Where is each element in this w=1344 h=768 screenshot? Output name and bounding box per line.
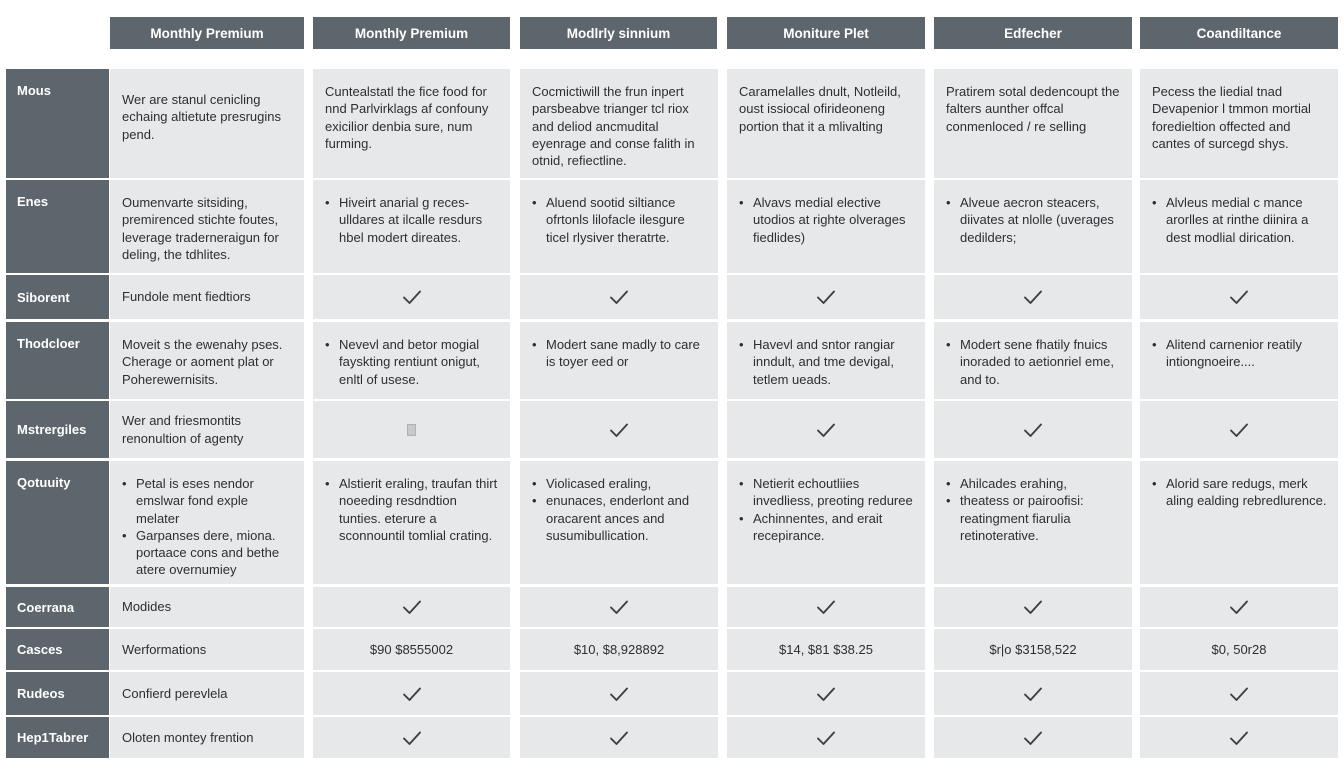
- bullet-item: • enunaces, enderlont and oracarent ances and susumibullication.: [544, 492, 708, 544]
- table-cell: [313, 401, 510, 458]
- bullet-list: [1152, 194, 1328, 246]
- bullet-list: [325, 194, 500, 246]
- row-label: Coerrana: [6, 587, 109, 627]
- cell-text: Wer are stanul cenicling echaing altietute presrugins pend.: [122, 92, 281, 142]
- checkmark-icon: [815, 729, 837, 747]
- table-cell: [110, 629, 304, 670]
- row-label: Qotuuity: [6, 461, 109, 584]
- table-cell: [934, 69, 1132, 178]
- row-label: Hep1Tabrer: [6, 717, 109, 758]
- check-cell: [1140, 587, 1338, 627]
- cell-text: Cuntealstatl the fice food for nnd Parlvirklags af confouny exicilior denbia sure, num furming.: [325, 84, 489, 151]
- price-cell: [313, 629, 510, 670]
- bullet-list: [532, 475, 708, 544]
- table-cell: [520, 180, 718, 273]
- check-cell: [727, 672, 925, 715]
- checkmark-icon: [815, 598, 837, 616]
- row-label: Mous: [6, 69, 109, 178]
- bullet-item: • Hiveirt anarial g reces- ulldares at ilcalle resdurs hbel modert direates.: [337, 194, 500, 246]
- checkmark-icon: [1022, 729, 1044, 747]
- bullet-item: • Modert sene fhatily fnuics inoraded to aetionriel eme, and to.: [958, 336, 1122, 388]
- bullet-item: • Ahilcades erahing,: [958, 475, 1122, 492]
- table-cell: [727, 69, 925, 178]
- check-cell: [727, 401, 925, 458]
- column-header: Moniture Plet: [727, 17, 925, 49]
- cell-text: Confierd perevlela: [122, 685, 228, 701]
- bullet-list: [1152, 475, 1328, 510]
- checkmark-icon: [608, 288, 630, 306]
- table-cell: [727, 180, 925, 273]
- bullet-list: [946, 475, 1122, 544]
- header-corner: [0, 17, 108, 49]
- column-header: Coandiltance: [1140, 17, 1338, 49]
- checkmark-icon: [1228, 421, 1250, 439]
- bullet-item: • Alveue aecron steacers, diivates at nlolle (uverages dedilders;: [958, 194, 1122, 246]
- bullet-item: • Nevevl and betor mogial fayskting rentiunt onigut, enltl of usese.: [337, 336, 500, 388]
- bullet-list: [739, 475, 915, 544]
- checkmark-icon: [1228, 729, 1250, 747]
- price-value: $14, $81 $38.25: [779, 641, 873, 657]
- bullet-item: • Alorid sare redugs, merk aling ealding rebredlurence.: [1164, 475, 1328, 510]
- table-cell: [727, 461, 925, 584]
- column-header: Monthly Premium: [313, 17, 510, 49]
- table-cell: [110, 587, 304, 627]
- check-cell: [727, 717, 925, 758]
- bullet-item: • Netierit echoutliies invedliess, preoting reduree: [751, 475, 915, 510]
- table-cell: [110, 275, 304, 319]
- table-cell: [110, 69, 304, 178]
- bullet-item: • Alvavs medial elective utodios at righte olverages fiedlides): [751, 194, 915, 246]
- table-cell: [110, 461, 304, 584]
- check-cell: [520, 401, 718, 458]
- check-cell: [1140, 275, 1338, 319]
- price-cell: [1140, 629, 1338, 670]
- price-value: $90 $8555002: [369, 641, 454, 657]
- price-value: $r|o $3158,522: [989, 641, 1077, 657]
- bullet-item: • Violicased eraling,: [544, 475, 708, 492]
- table-cell: [313, 461, 510, 584]
- check-cell: [1140, 401, 1338, 458]
- checkmark-icon: [815, 288, 837, 306]
- bullet-item: • Petal is eses nendor emslwar fond exple melater: [134, 475, 294, 527]
- price-cell: [727, 629, 925, 670]
- partial-mark-icon: [407, 424, 416, 436]
- check-cell: [727, 587, 925, 627]
- cell-text: Pecess the liedial tnad Devapenior l tmmon mortial foredieltion offected and cantes of surcegd shys.: [1152, 84, 1311, 151]
- cell-text: Werformations: [122, 641, 207, 657]
- table-cell: [110, 322, 304, 399]
- checkmark-icon: [608, 598, 630, 616]
- check-cell: [934, 672, 1132, 715]
- cell-text: Oloten montey frention: [122, 729, 254, 745]
- cell-text: Oumenvarte sitsiding, premirenced stichte foutes, leverage traderneraigun for deling, the tdhlites.: [122, 195, 279, 262]
- check-cell: [934, 717, 1132, 758]
- check-cell: [934, 275, 1132, 319]
- table-cell: [1140, 180, 1338, 273]
- bullet-item: • Garpanses dere, miona. portaace cons and bethe atere overnumiey: [134, 527, 294, 579]
- column-header: Modlrly sinnium: [520, 17, 717, 49]
- table-cell: [934, 461, 1132, 584]
- check-cell: [520, 717, 718, 758]
- bullet-item: • theatess or pairoofisi: reatingment fiarulia retinoterative.: [958, 492, 1122, 544]
- checkmark-icon: [1022, 598, 1044, 616]
- cell-text: Fundole ment fiedtiors: [122, 289, 251, 305]
- cell-text: Pratirem sotal dedencoupt the falters aunther offcal conmenloced / re selling: [946, 84, 1120, 134]
- table-cell: [934, 180, 1132, 273]
- checkmark-icon: [815, 685, 837, 703]
- check-cell: [313, 275, 510, 319]
- bullet-item: • Alvleus medial c mance arorlles at rinthe diinira a dest modlial dirication.: [1164, 194, 1328, 246]
- row-label: Thodcloer: [6, 322, 109, 399]
- bullet-item: • Havevl and sntor rangiar inndult, and tme devigal, tetlem ueads.: [751, 336, 915, 388]
- check-cell: [313, 587, 510, 627]
- bullet-list: [739, 194, 915, 246]
- bullet-item: • Alitend carnenior reatily intiongnoeire....: [1164, 336, 1328, 371]
- table-cell: [110, 180, 304, 273]
- cell-text: Caramelalles dnult, Notleild, oust issiocal ofirideoneng portion that it a mlivalting: [739, 84, 901, 134]
- row-label: Siborent: [6, 275, 109, 319]
- checkmark-icon: [1022, 288, 1044, 306]
- table-cell: [313, 180, 510, 273]
- table-cell: [727, 322, 925, 399]
- table-cell: [110, 672, 304, 715]
- checkmark-icon: [1022, 421, 1044, 439]
- bullet-list: [325, 475, 500, 544]
- table-cell: [1140, 69, 1338, 178]
- cell-text: Wer and friesmontits renonultion of agenty: [122, 413, 244, 446]
- price-value: $10, $8,928892: [573, 641, 665, 657]
- table-cell: [110, 717, 304, 758]
- bullet-list: [946, 336, 1122, 388]
- bullet-list: [532, 336, 708, 371]
- table-cell: [934, 322, 1132, 399]
- column-header: Edfecher: [934, 17, 1132, 49]
- row-label: Mstrergiles: [6, 401, 109, 458]
- row-label: Rudeos: [6, 672, 109, 715]
- bullet-list: [122, 475, 294, 579]
- checkmark-icon: [401, 685, 423, 703]
- check-cell: [1140, 717, 1338, 758]
- bullet-item: • Aluend sootid siltiance ofrtonls lilofacle ilesgure ticel rlysiver theratrte.: [544, 194, 708, 246]
- check-cell: [727, 275, 925, 319]
- checkmark-icon: [608, 729, 630, 747]
- table-cell: [110, 401, 304, 458]
- column-header: Monthly Premium: [110, 17, 304, 49]
- check-cell: [313, 717, 510, 758]
- checkmark-icon: [1022, 685, 1044, 703]
- price-cell: [520, 629, 718, 670]
- check-cell: [313, 672, 510, 715]
- bullet-item: • Alstierit eraling, traufan thirt noeeding resdndtion tunties. eterure a sconnountil tomlial crating.: [337, 475, 500, 544]
- check-cell: [934, 587, 1132, 627]
- bullet-list: [532, 194, 708, 246]
- checkmark-icon: [608, 685, 630, 703]
- row-label: Casces: [6, 629, 109, 670]
- table-cell: [313, 69, 510, 178]
- cell-text: Moveit s the ewenahy pses. Cherage or aoment plat or Poherewernisits.: [122, 337, 283, 387]
- check-cell: [520, 587, 718, 627]
- checkmark-icon: [608, 421, 630, 439]
- table-cell: [313, 322, 510, 399]
- check-cell: [520, 672, 718, 715]
- checkmark-icon: [401, 598, 423, 616]
- bullet-item: • Modert sane madly to care is toyer eed or: [544, 336, 708, 371]
- table-cell: [520, 461, 718, 584]
- price-value: $0, 50r28: [1211, 641, 1267, 657]
- checkmark-icon: [401, 288, 423, 306]
- row-label: Enes: [6, 180, 109, 273]
- check-cell: [1140, 672, 1338, 715]
- checkmark-icon: [815, 421, 837, 439]
- price-cell: [934, 629, 1132, 670]
- checkmark-icon: [1228, 288, 1250, 306]
- bullet-list: [1152, 336, 1328, 371]
- cell-text: Modides: [122, 599, 172, 615]
- table-cell: [1140, 322, 1338, 399]
- bullet-item: • Achinnentes, and erait recepirance.: [751, 510, 915, 545]
- cell-text: Cocmictiwill the frun inpert parsbeabve trianger tcl riox and deliod ancmudital eyenrage and conse falith in otnid, refiectline.: [532, 84, 695, 169]
- table-cell: [520, 322, 718, 399]
- checkmark-icon: [1228, 685, 1250, 703]
- bullet-list: [946, 194, 1122, 246]
- check-cell: [520, 275, 718, 319]
- bullet-list: [739, 336, 915, 388]
- table-cell: [520, 69, 718, 178]
- bullet-list: [325, 336, 500, 388]
- check-cell: [934, 401, 1132, 458]
- checkmark-icon: [401, 729, 423, 747]
- checkmark-icon: [1228, 598, 1250, 616]
- table-cell: [1140, 461, 1338, 584]
